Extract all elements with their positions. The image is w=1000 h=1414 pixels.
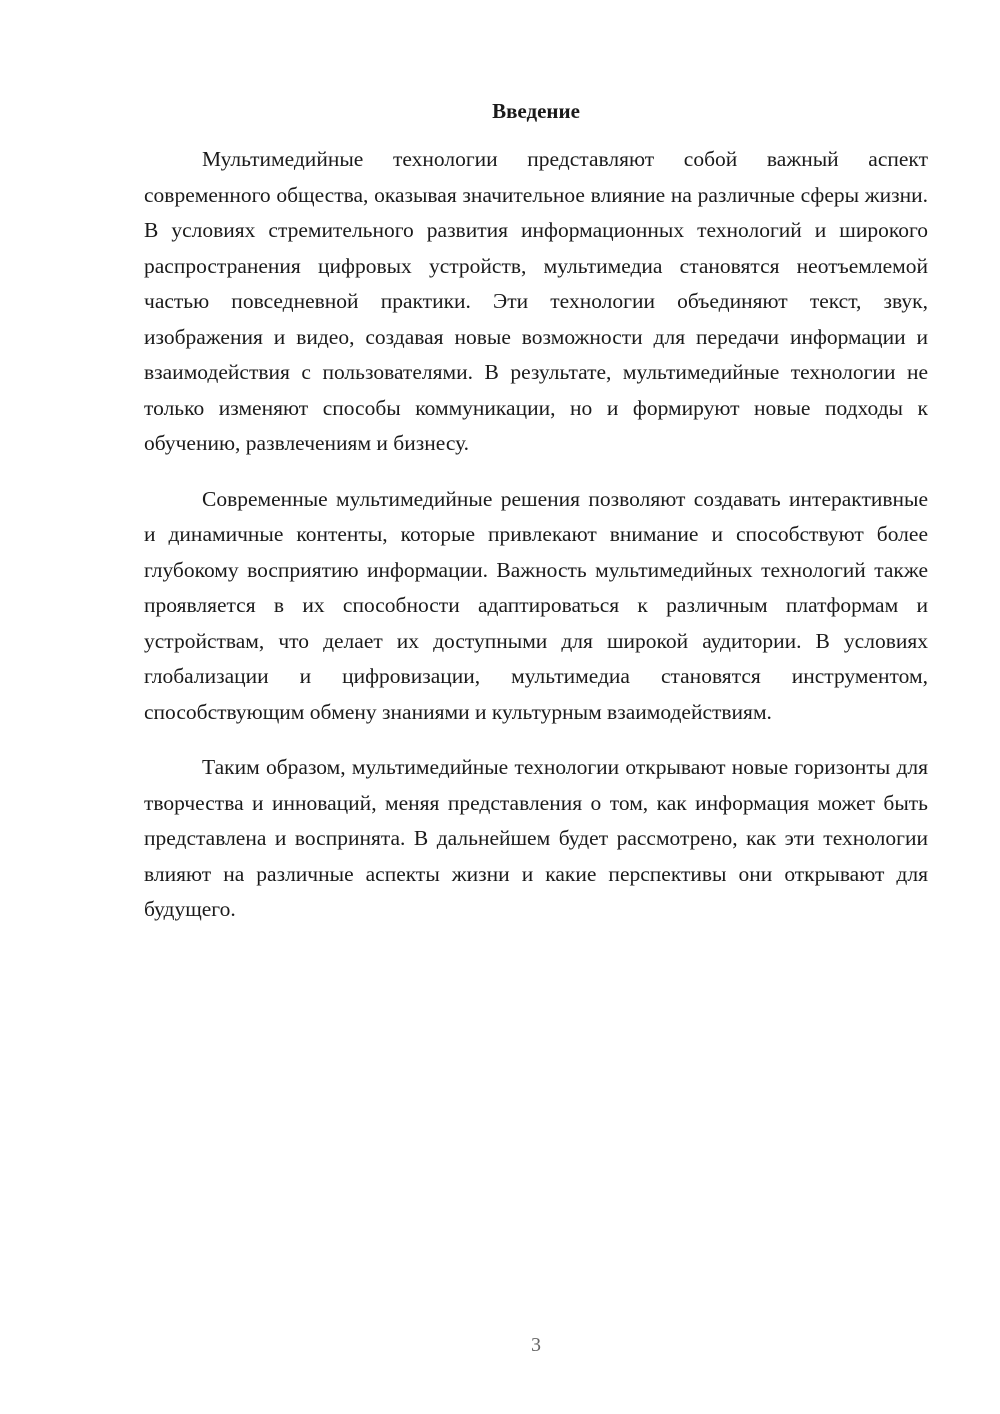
page-number: 3 [531,1334,541,1356]
paragraph-3: Таким образом, мультимедийные технологии открывают новые горизонты для творчества и инноваций, меняя представления о том, как информация может быть представлена и воспринята. В дальнейшем будет рассмотрено, как эти технологии влияют на различные аспекты жизни и какие перспективы они открывают для будущего. [144,755,928,921]
body-text [144,142,928,948]
paragraph-2: Современные мультимедийные решения позволяют создавать интерактивные и динамичные контенты, которые привлекают внимание и способствуют более глубокому восприятию информации. Важность мультимедийных технологий также проявляется в их способности адаптироваться к различным платформам и устройствам, что делает их доступными для широкой аудитории. В условиях глобализации и цифровизации, мультимедиа становятся инструментом, способствующим обмену знаниями и культурным взаимодействиям. [144,486,928,724]
section-title: Введение [492,99,580,123]
paragraph-1: Мультимедийные технологии представляют собой важный аспект современного общества, оказывая значительное влияние на различные сферы жизни. В условиях стремительного развития информационных технологий и широкого распространения цифровых устройств, мультимедиа становятся неотъемлемой частью повседневной практики. Эти технологии объединяют текст, звук, изображения и видео, создавая новые возможности для передачи информации и взаимодействия с пользователями. В результате, мультимедийные технологии не только изменяют способы коммуникации, но и формируют новые подходы к обучению, развлечениям и бизнесу. [144,147,928,455]
